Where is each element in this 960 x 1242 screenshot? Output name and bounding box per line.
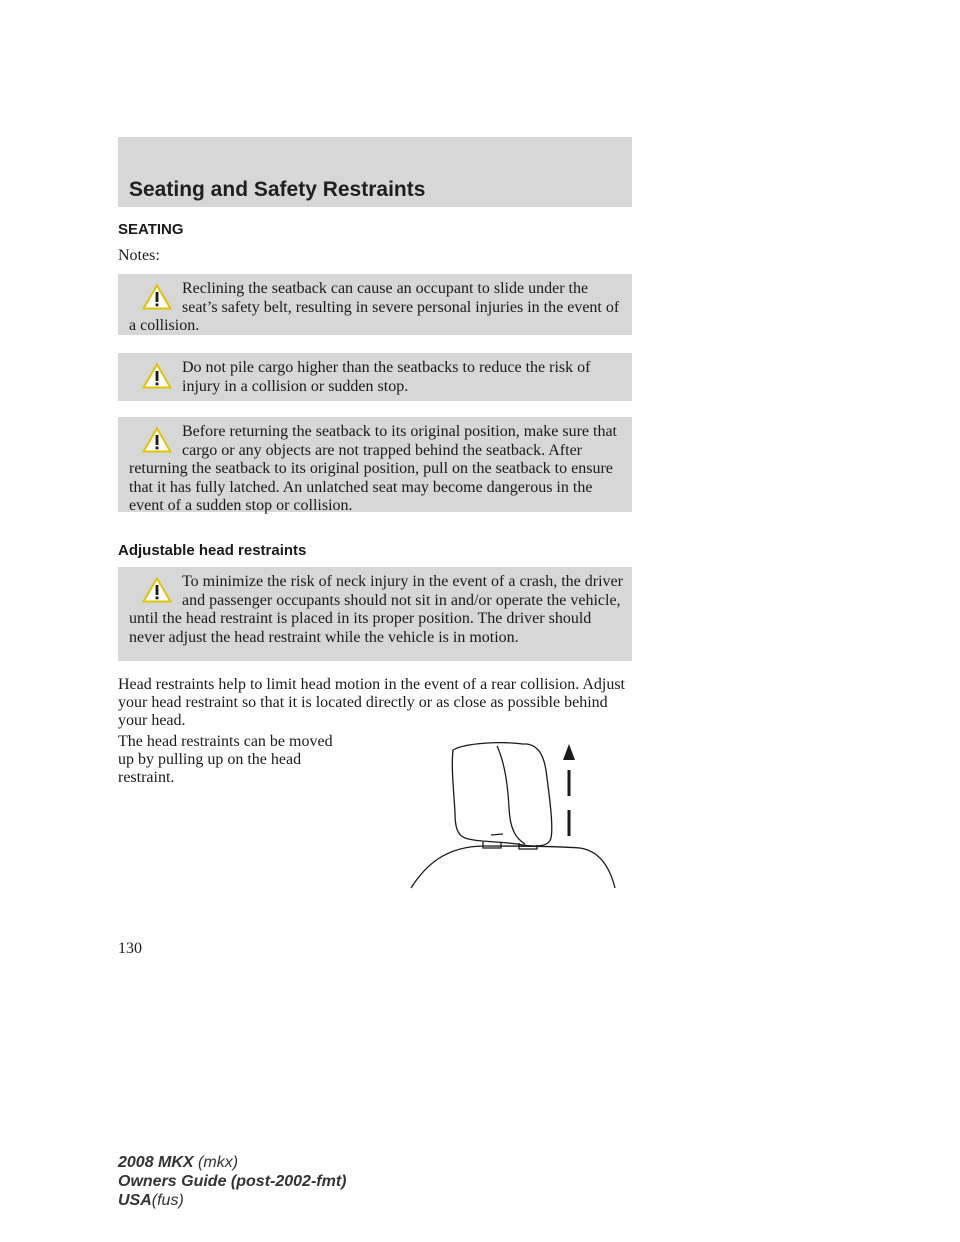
section-heading: SEATING <box>118 221 184 238</box>
warning-triangle-icon <box>142 284 172 310</box>
notes-label: Notes: <box>118 247 160 264</box>
head-restraint-illustration <box>405 738 625 898</box>
warning-triangle-icon <box>142 427 172 453</box>
subsection-heading: Adjustable head restraints <box>118 542 307 559</box>
up-arrow-icon <box>563 744 575 760</box>
page-number: 130 <box>118 940 142 957</box>
body-paragraph: Head restraints help to limit head motion in the event of a rear collision. Adjust your head restraint so that it is located directly or as close as possible behind your head. <box>118 676 625 729</box>
footer-model-code: (mkx) <box>198 1154 239 1171</box>
warning-box <box>118 274 632 335</box>
footer-model: 2008 MKX <box>118 1154 194 1171</box>
warning-text: To minimize the risk of neck injury in the event of a crash, the driver and passenger occupants should not sit in and/or operate the vehicle, until the head restraint is placed in its proper position. The driver should never adjust the head restraint while the vehicle is in motion. <box>129 573 623 646</box>
warning-triangle-icon <box>142 577 172 603</box>
footer-market-code: (fus) <box>151 1192 184 1209</box>
warning-box <box>118 417 632 512</box>
footer-guide: Owners Guide (post-2002-fmt) <box>118 1173 347 1190</box>
warning-triangle-icon <box>142 363 172 389</box>
body-paragraph: The head restraints can be moved up by pulling up on the head restraint. <box>118 733 333 786</box>
footer-market: USA <box>118 1192 152 1209</box>
warning-text: Do not pile cargo higher than the seatbacks to reduce the risk of injury in a collision or sudden stop. <box>182 359 591 395</box>
warning-box <box>118 567 632 661</box>
warning-text: Before returning the seatback to its original position, make sure that cargo or any objects are not trapped behind the seatback. After returning the seatback to its original position, pull on the seatback to ensure that it has fully latched. An unlatched seat may become dangerous in the event of a sudden stop or collision. <box>129 423 617 514</box>
footer <box>118 1153 346 1210</box>
warning-box <box>118 353 632 401</box>
warning-text: Reclining the seatback can cause an occupant to slide under the seat’s safety belt, resulting in severe personal injuries in the event of a collision. <box>129 280 620 334</box>
page-header-title: Seating and Safety Restraints <box>129 178 426 201</box>
